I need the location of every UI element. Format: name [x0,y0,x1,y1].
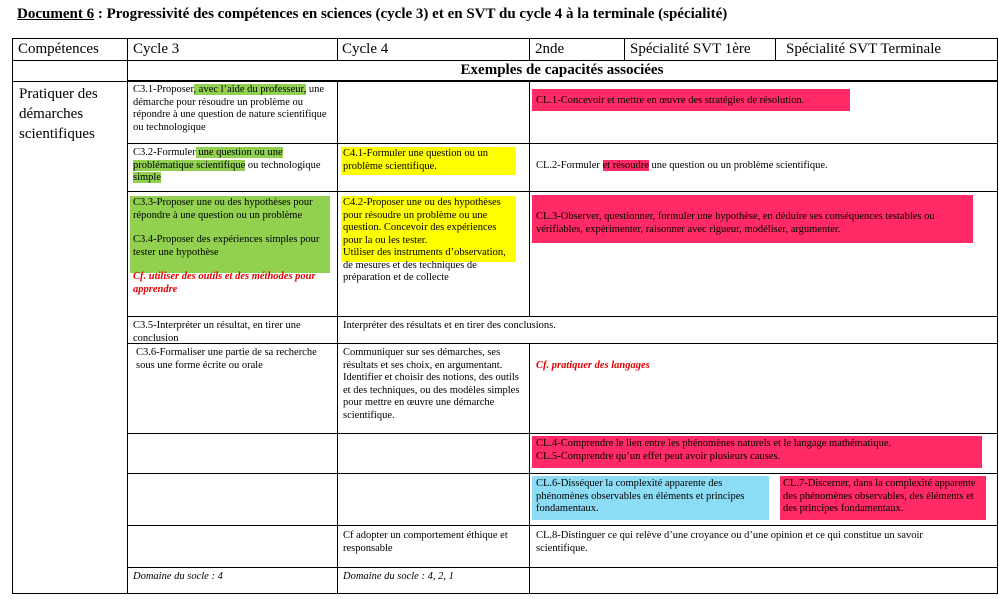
c4-interpret-text: Interpréter des résultats et en tirer des conclusions. [343,320,556,331]
cl2-start: CL.2-Formuler [536,160,603,171]
cl2-end: une question ou un problème scientifique. [648,160,828,171]
c3-1-highlight: , avec l’aide du professeur, [193,84,307,95]
subheader: Exemples de capacités associées [460,62,664,78]
c3-5-text: C3.5-Interpréter un résultat, en tirer une conclusion [133,320,301,344]
document-title-text: : Progressivité des compétences en sciences (cycle 3) et en SVT du cycle 4 à la terminale (spécialité) [94,6,728,22]
c3-3-text [133,197,329,296]
c4-2-highlighted: C4.2-Proposer une ou des hypothèses pour résoudre un problème ou une question. Concevoir des expériences pour la ou les tester. [343,197,501,246]
c3-6-text: C3.6-Formaliser une partie de sa recherche sous une forme écrite ou orale [136,347,317,371]
c3-3-paragraph: C3.3-Proposer une ou des hypothèses pour répondre à une question ou un problème [133,197,313,221]
c3-1-text [133,84,329,134]
cl7-text: CL.7-Discerner, dans la complexité apparente des phénomènes observables, des éléments et des principes fondamentaux. [783,478,976,514]
c4-2-rest: Utiliser des instruments d’observation, de mesures et des techniques de préparation et de collecte [343,247,506,283]
c3-4-paragraph: C3.4-Proposer des expériences simples pour tester une hypothèse [133,234,320,258]
cl2-text [536,160,976,173]
c3-2-highlight-simple: simple [133,172,161,183]
c4-1-text: C4.1-Formuler une question ou un problème scientifique. [343,148,488,172]
cl4-text: CL.4-Comprendre le lien entre les phénomènes naturels et le langage mathématique. [536,438,892,449]
c3-ref-outils: Cf. utiliser des outils et des méthodes pour apprendre [133,271,316,295]
header-cycle4: Cycle 4 [342,41,389,57]
cl3-text: CL.3-Observer, questionner, formuler une hypothèse, en déduire ses conséquences testables ou vérifiables, expérimenter, raisonner avec rigueur, modéliser, argumenter. [536,211,935,235]
c3-2-start: C3.2-Formuler [133,147,196,158]
cl2-highlight: et résoudre [602,160,649,171]
header-seconde: 2nde [535,41,565,57]
cl1-text: CL.1-Concevoir et mettre en œuvre des stratégies de résolution. [536,95,805,106]
cl4-cl5-text [536,438,980,463]
c3-1-end: une démarche pour résoudre un problème ou répondre à une question de nature scientifique ou technologique [133,84,327,133]
cl6-text: CL.6-Disséquer la complexité apparente des phénomènes observables en éléments et principes fondamentaux. [536,478,745,514]
header-cycle3: Cycle 3 [133,41,180,57]
document-label: Document 6 [17,6,95,22]
c4-domaine-socle: Domaine du socle : 4, 2, 1 [343,571,454,582]
c4-ethique-text: Cf adopter un comportement éthique et responsable [343,530,508,554]
cl5-text: CL.5-Comprendre qu’un effet peut avoir plusieurs causes. [536,450,781,462]
c3-2-text [133,147,333,185]
header-spe-1ere: Spécialité SVT 1ère [630,41,751,57]
c3-2-mid: ou technologique [245,159,321,171]
c3-domaine-socle: Domaine du socle : 4 [133,571,223,582]
header-spe-terminale: Spécialité SVT Terminale [786,41,942,57]
competence-label: Pratiquer des démarches scientifiques [19,86,98,142]
lycee-ref-langages: Cf. pratiquer des langages [536,360,650,371]
c4-2-text [343,197,517,285]
c3-2-highlight: une question ou une problématique scientifique [133,147,283,171]
c3-1-start: C3.1-Proposer [133,84,194,95]
cl8-text: CL.8-Distinguer ce qui relève d’une croyance ou d’une opinion et ce qui constitue un savoir scientifique. [536,530,923,554]
c4-communiquer-text: Communiquer sur ses démarches, ses résultats et ses choix, en argumentant. Identifier et choisir des notions, des outils et des techniques, ou des modèles simples pour mettre en œuvre une démarche scientifique. [343,347,520,421]
header-competences: Compétences [18,41,99,57]
